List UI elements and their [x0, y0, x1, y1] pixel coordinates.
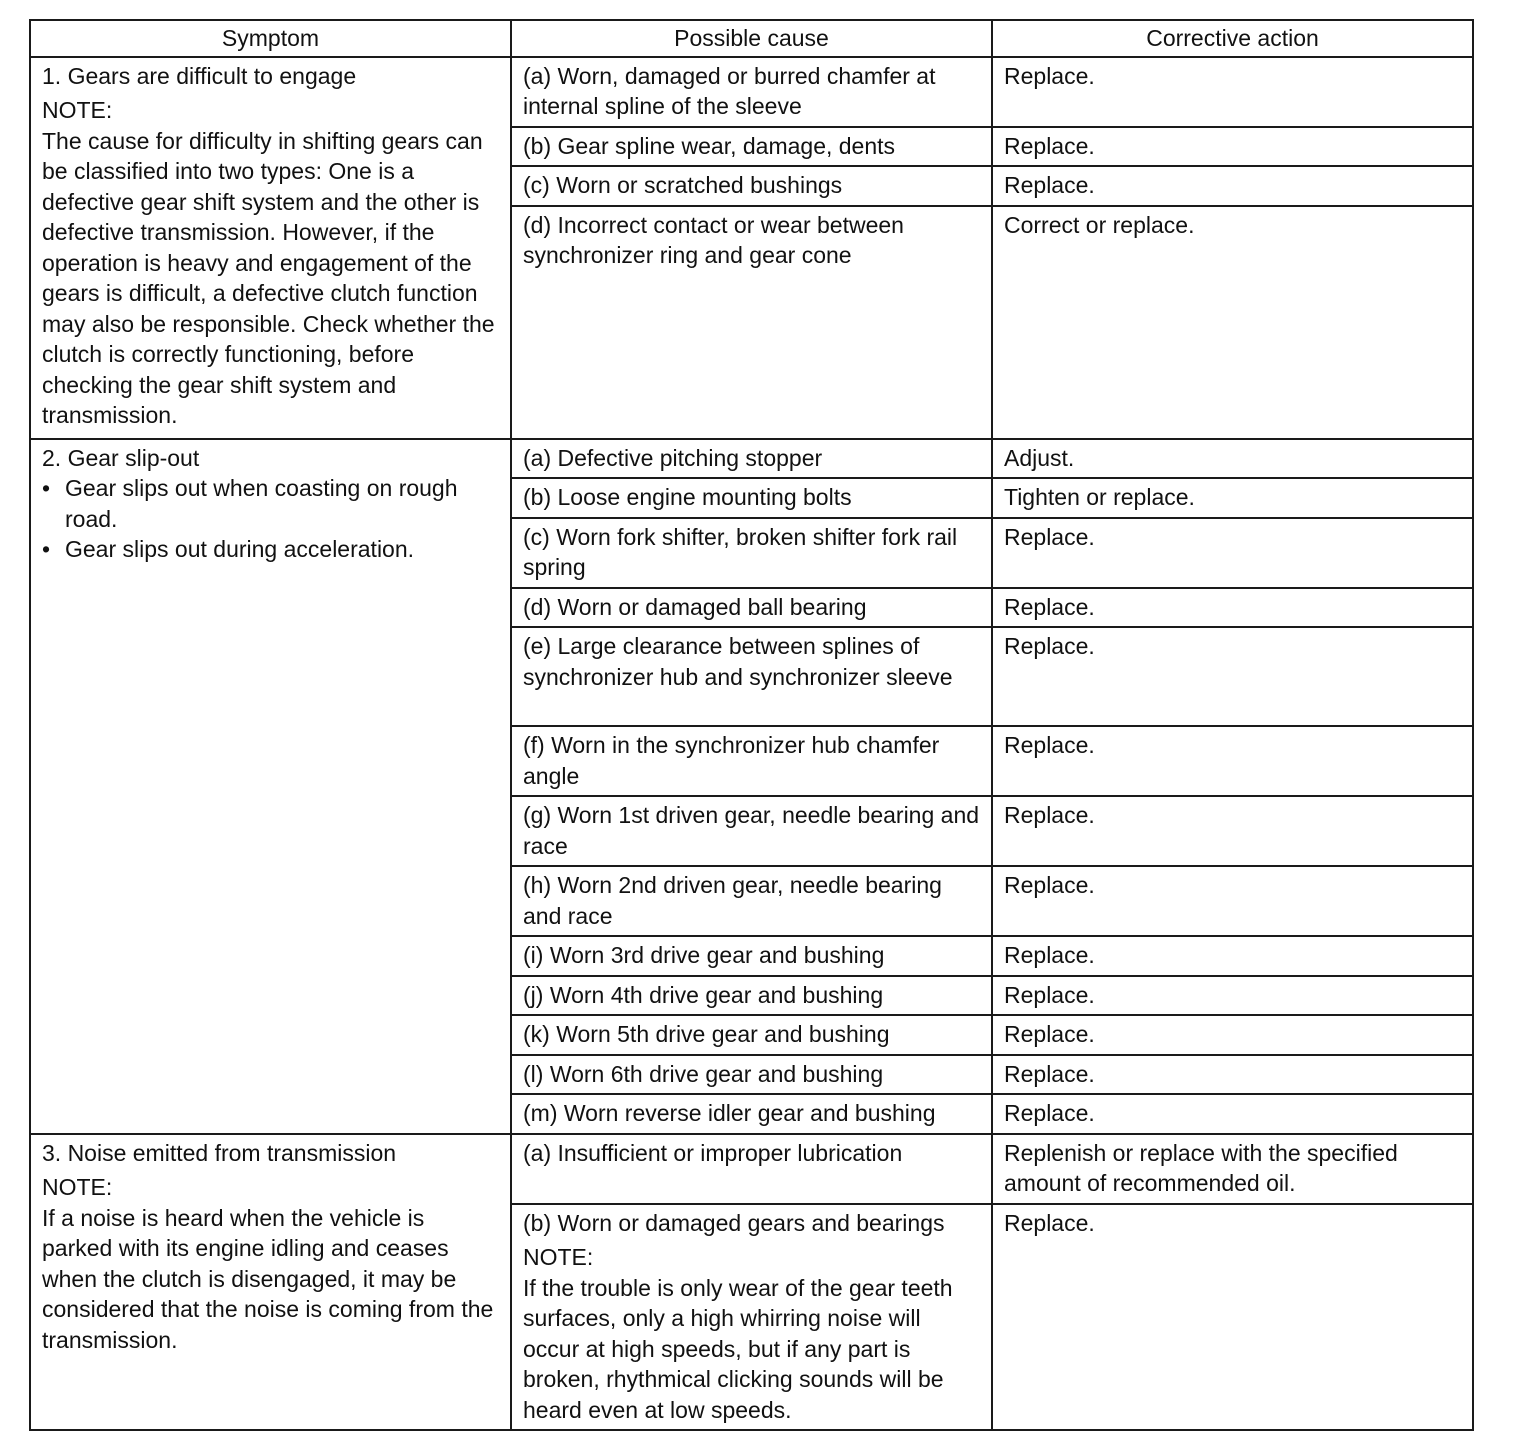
symptom-cell-3 — [30, 1134, 511, 1431]
cause-cell: (d) Incorrect contact or wear between synchronizer ring and gear cone — [511, 206, 992, 439]
cause-cell: (a) Worn, damaged or burred chamfer at internal spline of the sleeve — [511, 57, 992, 127]
action-cell: Replace. — [992, 1094, 1473, 1134]
symptom-note-text: The cause for difficulty in shifting gears can be classified into two types: One is a defective gear shift system and the other is defective transmission. However, if the operation is heavy and engagement of the gears is difficult, a defective clutch function may also be responsible. Check whether the clutch is correctly functioning, before checking the gear shift system and transmission. — [42, 127, 495, 428]
action-cell: Replace. — [992, 1055, 1473, 1095]
cause-cell: (c) Worn or scratched bushings — [511, 166, 992, 206]
bullet-icon: • — [42, 536, 51, 562]
symptom-title: 1. Gears are difficult to engage — [42, 62, 357, 89]
bullet-text: Gear slips out when coasting on rough road. — [65, 475, 458, 532]
table-row — [30, 439, 1473, 479]
action-cell: Replace. — [992, 1015, 1473, 1055]
table-row — [30, 1134, 1473, 1204]
cause-cell: (j) Worn 4th drive gear and bushing — [511, 976, 992, 1016]
cause-cell: (k) Worn 5th drive gear and bushing — [511, 1015, 992, 1055]
symptom-bullet — [42, 534, 500, 565]
action-cell: Replace. — [992, 726, 1473, 796]
cause-cell: (m) Worn reverse idler gear and bushing — [511, 1094, 992, 1134]
symptom-note-label: NOTE: — [42, 1174, 113, 1200]
table-body — [30, 57, 1473, 1431]
header-symptom: Symptom — [30, 20, 511, 57]
troubleshooting-table — [29, 19, 1474, 1431]
cause-note-label: NOTE: — [523, 1244, 594, 1270]
bullet-icon: • — [42, 475, 51, 501]
cause-note-text: If the trouble is only wear of the gear teeth surfaces, only a high whirring noise will occur at high speeds, but if any part is broken, rhythmical clicking sounds will be heard even at low speeds. — [523, 1274, 953, 1423]
cause-cell: (f) Worn in the synchronizer hub chamfer angle — [511, 726, 992, 796]
cause-cell: (h) Worn 2nd driven gear, needle bearing and race — [511, 866, 992, 936]
action-cell: Replace. — [992, 518, 1473, 588]
action-cell: Replace. — [992, 796, 1473, 866]
header-possible-cause: Possible cause — [511, 20, 992, 57]
action-cell: Replace. — [992, 976, 1473, 1016]
header-row — [30, 20, 1473, 57]
symptom-note-text: If a noise is heard when the vehicle is parked with its engine idling and ceases when the clutch is disengaged, it may be considered that the noise is coming from the transmission. — [42, 1204, 494, 1353]
symptom-title: 2. Gear slip-out — [42, 444, 200, 471]
cause-cell — [511, 1204, 992, 1431]
table-header — [30, 20, 1473, 57]
cause-cell: (a) Insufficient or improper lubrication — [511, 1134, 992, 1204]
action-cell: Tighten or replace. — [992, 478, 1473, 518]
symptom-note-label: NOTE: — [42, 97, 113, 123]
bullet-text: Gear slips out during acceleration. — [65, 536, 415, 562]
cause-text: (b) Worn or damaged gears and bearings — [523, 1209, 945, 1236]
action-cell: Replace. — [992, 127, 1473, 167]
action-cell: Replace. — [992, 627, 1473, 726]
action-cell: Correct or replace. — [992, 206, 1473, 439]
cause-cell: (c) Worn fork shifter, broken shifter fork rail spring — [511, 518, 992, 588]
action-cell: Replace. — [992, 588, 1473, 628]
action-cell: Replenish or replace with the specified amount of recommended oil. — [992, 1134, 1473, 1204]
action-cell: Replace. — [992, 866, 1473, 936]
cause-cell: (i) Worn 3rd drive gear and bushing — [511, 936, 992, 976]
cause-cell: (l) Worn 6th drive gear and bushing — [511, 1055, 992, 1095]
symptom-bullet — [42, 473, 500, 534]
symptom-cell-2 — [30, 439, 511, 1134]
symptom-cell-1 — [30, 57, 511, 439]
cause-cell: (b) Gear spline wear, damage, dents — [511, 127, 992, 167]
cause-cell: (d) Worn or damaged ball bearing — [511, 588, 992, 628]
cause-cell: (a) Defective pitching stopper — [511, 439, 992, 479]
symptom-title: 3. Noise emitted from transmission — [42, 1139, 397, 1166]
action-cell: Replace. — [992, 166, 1473, 206]
action-cell: Replace. — [992, 1204, 1473, 1431]
header-corrective-action: Corrective action — [992, 20, 1473, 57]
cause-cell: (e) Large clearance between splines of synchronizer hub and synchronizer sleeve — [511, 627, 992, 726]
action-cell: Replace. — [992, 57, 1473, 127]
action-cell: Replace. — [992, 936, 1473, 976]
action-cell: Adjust. — [992, 439, 1473, 479]
table-row — [30, 57, 1473, 127]
cause-cell: (b) Loose engine mounting bolts — [511, 478, 992, 518]
cause-cell: (g) Worn 1st driven gear, needle bearing and race — [511, 796, 992, 866]
